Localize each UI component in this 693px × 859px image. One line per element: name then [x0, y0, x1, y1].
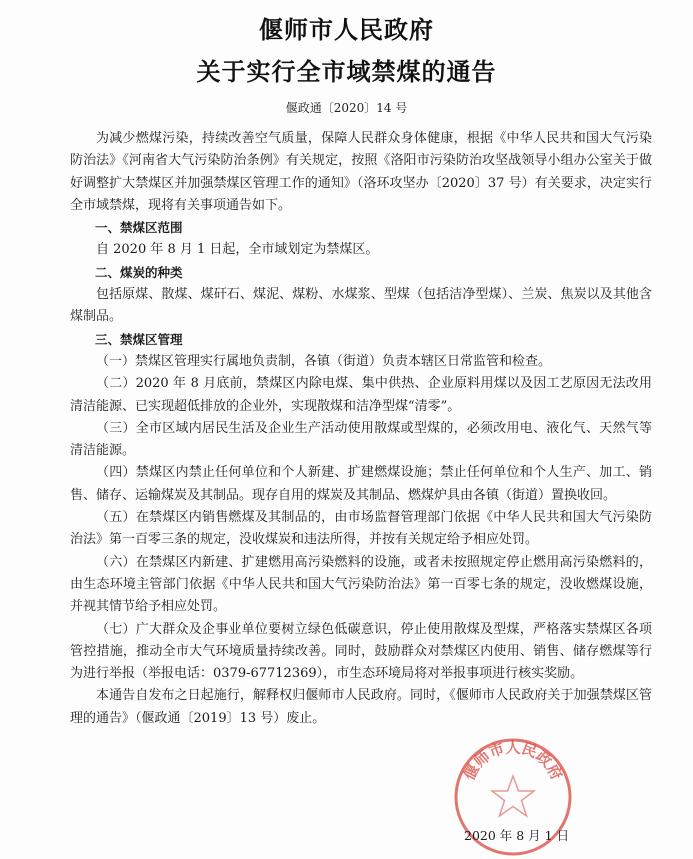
document-title-line-1: 偃师市人民政府	[259, 16, 434, 44]
seal-text-path: 偃师市人民政府	[460, 738, 566, 783]
management-item-2: （二）2020 年 8 月底前，禁煤区内除电煤、集中供热、企业原料用煤以及因工艺原因无法改用清洁能源、已实现超低排放的企业外，实现散煤和洁净型煤“清零”。	[70, 376, 652, 414]
management-item-3: （三）全市区域内居民生活及企业生产活动使用散煤或型煤的，必须改用电、液化气、天然气等清洁能源。	[70, 420, 652, 459]
management-item-5: （五）在禁煤区内销售燃煤及其制品的，由市场监督管理部门依据《中华人民共和国大气污染防治法》第一百零三条的规定，没收煤炭和违法所得，并按有关规定给予相应处罚。	[70, 510, 652, 548]
closing-paragraph: 本通告自发布之日起施行，解释权归偃师市人民政府。同时，《偃师市人民政府关于加强禁煤区管理的通告》（偃政通〔2019〕13 号）废止。	[70, 688, 652, 726]
section-heading-coal-types: 二、煤炭的种类	[95, 264, 183, 280]
seal-star-icon	[492, 776, 534, 816]
management-item-4: （四）禁煤区内禁止任何单位和个人新建、扩建燃煤设施；禁止任何单位和个人生产、加工、销售、储存、运输煤炭及其制品。现存自用的煤炭及其制品、燃煤炉具由各镇（街道）置换收回。	[70, 465, 652, 503]
document-number: 偃政通〔2020〕14 号	[285, 101, 408, 115]
document-body	[70, 128, 652, 730]
management-item-1: （一）禁煤区管理实行属地负责制，各镇（街道）负责本辖区日常监管和检查。	[96, 353, 552, 369]
section-heading-scope: 一、禁煤区范围	[95, 220, 183, 236]
scope-paragraph: 自 2020 年 8 月 1 日起，全市域划定为禁煤区。	[96, 242, 379, 258]
document-date: 2020 年 8 月 1 日	[464, 828, 570, 843]
management-item-7: （七）广大群众及企事业单位要树立绿色低碳意识，停止使用散煤及型煤，严格落实禁煤区各项管控措施，推动全市大气环境质量持续改善。同时，鼓励群众对禁煤区内使用、销售、储存燃煤等行为进行举报（举报电话：0379-67712369），市生态环境局将对举报事项进行核实奖励。	[70, 621, 652, 682]
document-title-line-2: 关于实行全市域禁煤的通告	[196, 58, 497, 86]
management-item-6: （六）在禁煤区内新建、扩建燃用高污染燃料的设施，或者未按照规定停止燃用高污染燃料的，由生态环境主管部门依据《中华人民共和国大气污染防治法》第一百零七条的规定，没收燃煤设施，并视其情节给予相应处罚。	[70, 554, 652, 615]
section-heading-management: 三、禁煤区管理	[95, 331, 183, 347]
coal-types-paragraph: 包括原煤、散煤、煤矸石、煤泥、煤粉、水煤浆、型煤（包括洁净型煤）、兰炭、焦炭以及其他含煤制品。	[70, 287, 652, 325]
intro-paragraph: 为减少燃煤污染，持续改善空气质量，保障人民群众身体健康，根据《中华人民共和国大气污染防治法》《河南省大气污染防治条例》有关规定，按照《洛阳市污染防治攻坚战领导小组办公室关于做好调整扩大禁煤区并加强禁煤区管理工作的通知》（洛环攻坚办〔2020〕37 号）有关要求，决定实行全市域禁煤，现将有关事项通告如下。	[70, 131, 652, 213]
